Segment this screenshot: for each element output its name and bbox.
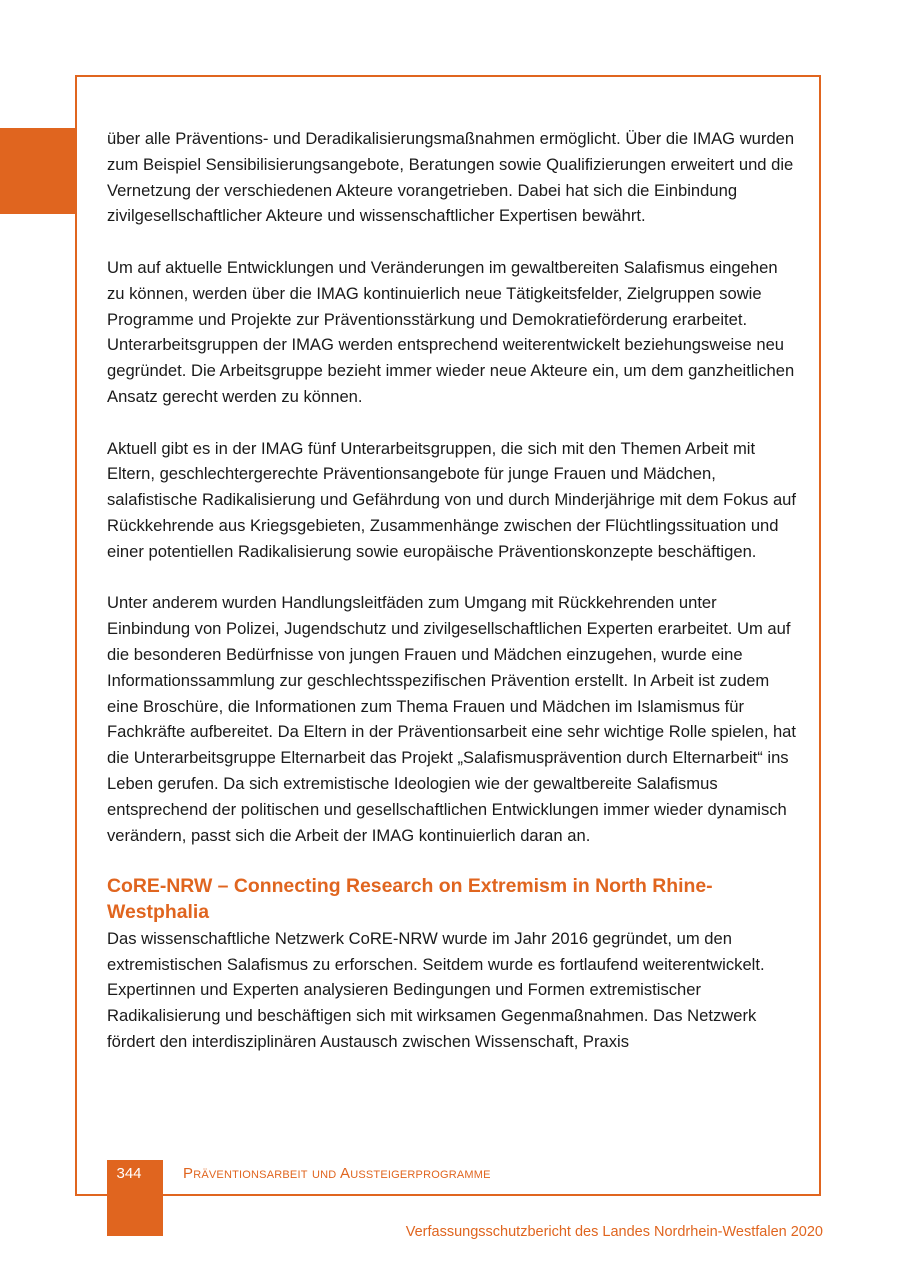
body-text [107,126,797,1055]
publication-title: Verfassungsschutzbericht des Landes Nordrhein-Westfalen 2020 [405,1224,823,1240]
section-heading: CoRE-NRW – Connecting Research on Extremism in North Rhine-Westphalia [107,875,713,923]
chapter-title: Präventionsarbeit und Aussteigerprogramme [183,1165,491,1182]
paragraph: Das wissenschaftliche Netzwerk CoRE-NRW wurde im Jahr 2016 gegründet, um den extremistischen Salafismus zu erforschen. Seitdem wurde es fortlaufend weiterentwickelt. Expertinnen und Experten analysieren Bedingungen und Formen extremistischer Radikalisierung und beschäftigen sich mit wirksamen Gegenmaßnahmen. Das Netzwerk fördert den interdisziplinären Austausch zwischen Wissenschaft, Praxis [107,928,765,1051]
paragraph: Unter anderem wurden Handlungsleitfäden zum Umgang mit Rückkehrenden unter Einbindung von Polizei, Jugendschutz und zivilgesellschaftlichen Experten erarbeitet. Um auf die besonderen Bedürfnisse von jungen Frauen und Mädchen einzugehen, wurde eine Informationssammlung zur geschlechtsspezifischen Prävention erstellt. In Arbeit ist zudem eine Broschüre, die Informationen zum Thema Frauen und Mädchen im Islamismus für Fachkräfte aufbereitet. Da Eltern in der Präventionsarbeit eine sehr wichtige Rolle spielen, hat die Unterarbeitsgruppe Elternarbeit das Projekt „Salafismusprävention durch Elternarbeit“ ins Leben gerufen. Da sich extremistische Ideologien wie der gewaltbereite Salafismus entsprechend der politischen und gesellschaftlichen Entwicklungen immer wieder dynamisch verändern, passt sich die Arbeit der IMAG kontinuierlich daran an. [107,593,797,845]
paragraph: über alle Präventions- und Deradikalisierungsmaßnahmen ermöglicht. Über die IMAG wurden zum Beispiel Sensibilisierungsangebote, Beratungen sowie Qualifizierungen erweitert und die Vernetzung der verschiedenen Akteure vorangetrieben. Dabei hat sich die Einbindung zivilgesellschaftlicher Akteure und wissenschaftlicher Expertisen bewährt. [107,129,795,226]
paragraph: Um auf aktuelle Entwicklungen und Veränderungen im gewaltbereiten Salafismus eingehen zu können, werden über die IMAG kontinuierlich neue Tätigkeitsfelder, Zielgruppen sowie Programme und Projekte zur Präventionsstärkung und Demokratieförderung erarbeitet. Unterarbeitsgruppen der IMAG werden entsprechend weiterentwickelt beziehungsweise neu gegründet. Die Arbeitsgruppe bezieht immer wieder neue Akteure ein, um dem ganzheitlichen Ansatz gerecht werden zu können. [107,257,795,406]
chapter-side-tab [0,128,77,214]
page-number: 344 [116,1165,142,1182]
paragraph: Aktuell gibt es in der IMAG fünf Unterarbeitsgruppen, die sich mit den Themen Arbeit mit Eltern, geschlechtergerechte Präventionsangebote für junge Frauen und Mädchen, salafistische Radikalisierung und Gefährdung von und durch Minderjährige mit dem Fokus auf Rückkehrende aus Kriegsgebieten, Zusammenhänge zwischen der Flüchtlingssituation und einer potentiellen Radikalisierung sowie europäische Präventionskonzepte beschäftigen. [107,438,797,561]
